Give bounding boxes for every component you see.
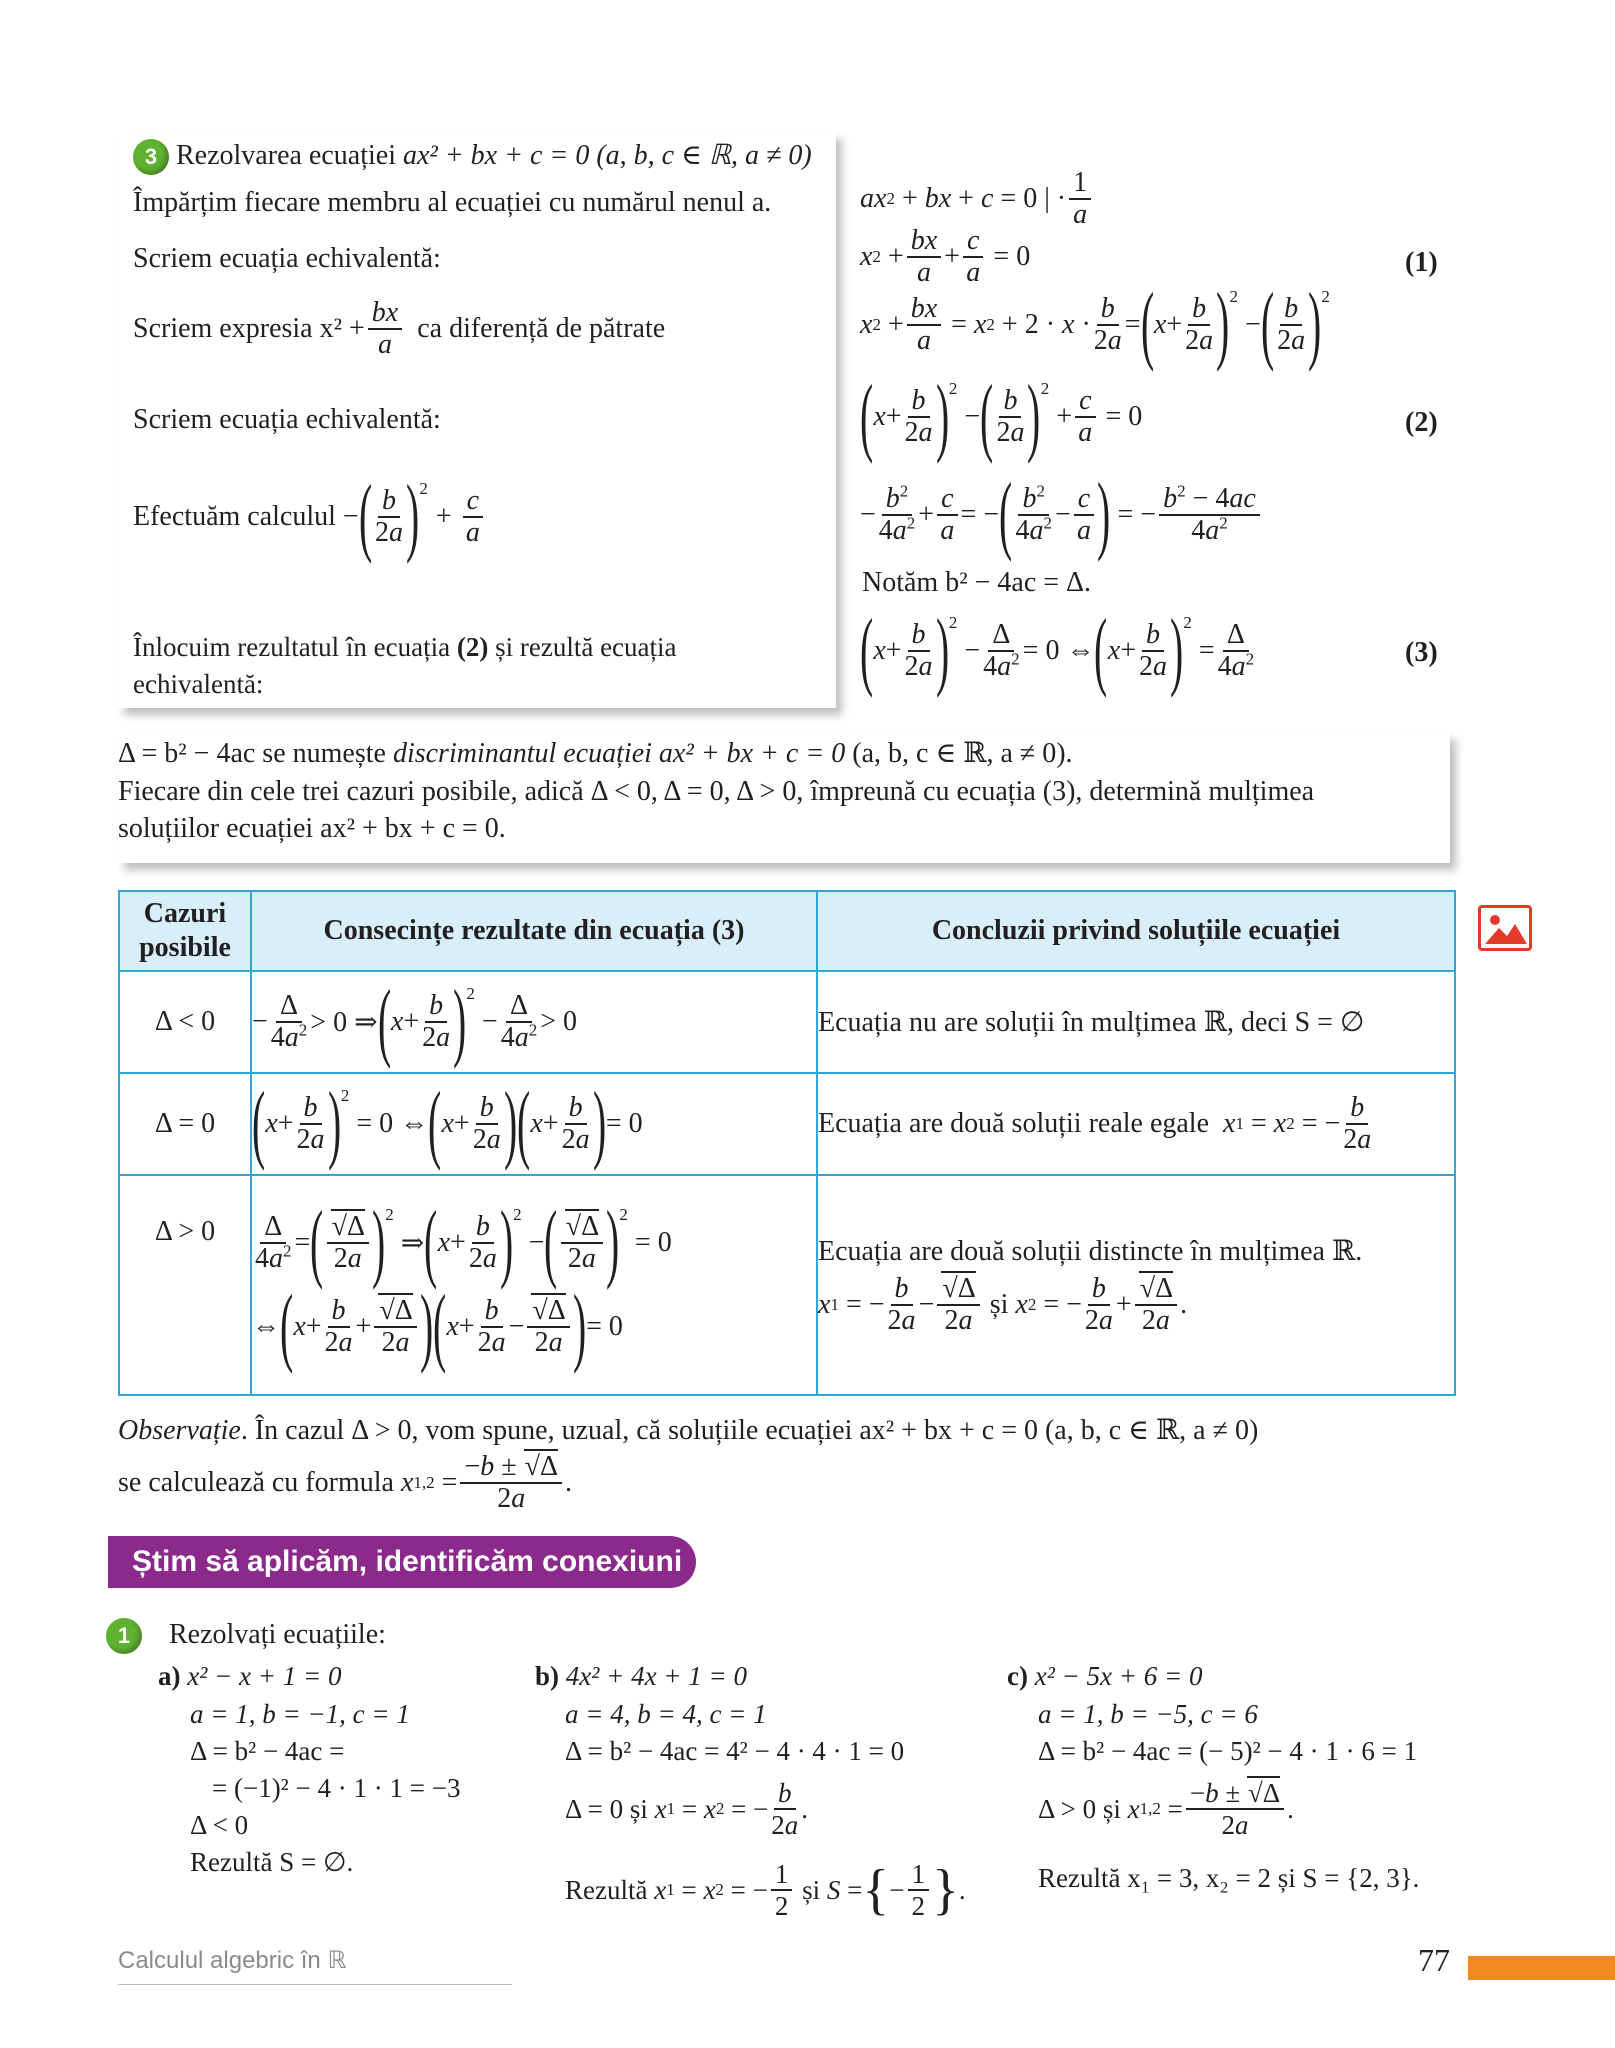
header-consequences: Consecințe rezultate din ecuația (3) bbox=[251, 891, 817, 971]
case-positive: Δ > 0 bbox=[119, 1175, 251, 1395]
exercise-c-delta: Δ = b² − 4ac = (− 5)² − 4 · 1 · 6 = 1 bbox=[1038, 1736, 1418, 1766]
step-divide-text: Împărțim fiecare membru al ecuației cu numărul nenul a. bbox=[133, 187, 772, 218]
exercise-b-label: b) bbox=[535, 1661, 560, 1691]
exercise-b-equation bbox=[535, 1660, 747, 1693]
equation-label-2: (2) bbox=[1405, 407, 1438, 438]
equation-label-3: (3) bbox=[1405, 637, 1438, 668]
exercise-number-badge: 1 bbox=[106, 1618, 142, 1654]
equation-square-diff: x 2 + bx a = x 2 + 2 · x · b 2a = ( x + b 2a ) 2 − ( b 2a ) 2 bbox=[860, 276, 1330, 373]
equation-3: ( x + b 2a ) 2 − Δ $4a^2$ = 0 ⇔ ( x + b 2a ) 2 = Δ $4a^2$ bbox=[860, 602, 1255, 699]
step-expression-text bbox=[133, 298, 665, 360]
observation-line2: se calculează cu formula bbox=[118, 1467, 394, 1498]
exercise-c-coefficients: a = 1, b = −5, c = 6 bbox=[1038, 1699, 1258, 1729]
exercise-a-equation bbox=[158, 1660, 341, 1693]
exercise-b-result: Rezultă x 1 = x 2 = − 1 2 și S = { − 1 2 } . bbox=[565, 1859, 966, 1921]
conclusion-positive-text: Ecuația are două soluții distincte în mulțimea ℝ. bbox=[818, 1236, 1363, 1267]
step-calc-text: Efectuăm calculul − ( b 2a ) 2 + $\frac{c}{a}$ bbox=[133, 478, 486, 556]
discriminant-definition bbox=[118, 737, 1073, 771]
table-row bbox=[119, 1175, 1455, 1395]
step-equivalent-text: Scriem ecuația echivalentă: bbox=[133, 243, 441, 274]
conclusion-positive: Ecuația are două soluții distincte în mulțimea ℝ. x 1 = − b 2a − √Δ 2a și x 2 = − b 2a + √Δ 2a . bbox=[817, 1175, 1455, 1395]
step-calc-prefix: Efectuăm calculul − bbox=[133, 501, 359, 532]
exercise-a-result: Rezultă S = ∅. bbox=[190, 1847, 354, 1877]
step-replace-text-2: echivalentă: bbox=[133, 669, 264, 699]
consequence-positive: Δ $4a^2$ = ( √Δ 2a ) 2 ⇒ ( x + b 2a ) 2 − ( √Δ 2a ) 2 = 0 ⇔ ( x + b 2a + √Δ 2a ) ( x + b 2a − √Δ 2a ) = 0 bbox=[251, 1175, 817, 1395]
exercise-c-equation bbox=[1007, 1660, 1202, 1693]
section-number-badge: 3 bbox=[133, 139, 169, 175]
delta-notation: Notăm b² − 4ac = Δ. bbox=[862, 567, 1092, 598]
cases-table bbox=[118, 890, 1456, 1396]
exercise-a-eq: x² − x + 1 = 0 bbox=[187, 1661, 342, 1691]
discriminant-cases-text-2: soluțiilor ecuației ax² + bx + c = 0. bbox=[118, 813, 506, 844]
step-expression-prefix: Scriem expresia x² + bbox=[133, 313, 365, 344]
observation-formula: se calculează cu formula x 1,2 = −b ± √Δ 2a . bbox=[118, 1451, 572, 1514]
fraction-bx-a: $\frac{bx}{a}$ bbox=[368, 298, 402, 360]
table-row bbox=[119, 971, 1455, 1073]
header-conclusions: Concluzii privind soluțiile ecuației bbox=[817, 891, 1455, 971]
table-row bbox=[119, 1073, 1455, 1175]
exercise-b-coefficients: a = 4, b = 4, c = 1 bbox=[565, 1699, 767, 1729]
image-icon[interactable] bbox=[1478, 905, 1532, 951]
equation-label-1: (1) bbox=[1405, 247, 1438, 278]
exercise-a-coefficients: a = 1, b = −1, c = 1 bbox=[190, 1699, 410, 1729]
equation-calc: − $b^2$ $4a^2$ + c a = − ( $b^2$ $4a^2$ − c a ) = − $b^2 - 4ac$ $4a^2$ bbox=[860, 476, 1263, 554]
chapter-footer: Calculul algebric în ℝ bbox=[118, 1947, 347, 1974]
equation-1: x 2 + bx a + c a = 0 bbox=[860, 225, 1031, 288]
replace-text-a: Înlocuim rezultatul în ecuația bbox=[133, 632, 457, 662]
page-number: 77 bbox=[1418, 1942, 1450, 1978]
conclusion-negative: Ecuația nu are soluții în mulțimea ℝ, deci S = ∅ bbox=[817, 971, 1455, 1073]
equation-multiply: ax 2 + bx + c = 0 | · 1 a bbox=[860, 168, 1094, 230]
exercise-c-result: Rezultă x₁ = 3, x₂ = 2 și S = {2, 3}. bbox=[1038, 1863, 1420, 1893]
conclusion-zero: Ecuația are două soluții reale egale x 1 = x 2 = − b 2a bbox=[817, 1073, 1455, 1175]
section-heading bbox=[133, 139, 812, 175]
exercise-c-eq: x² − 5x + 6 = 0 bbox=[1034, 1661, 1203, 1691]
exercise-b-sign: Δ = 0 și x 1 = x 2 = − b 2a . bbox=[565, 1778, 809, 1840]
replace-ref-2: (2) bbox=[456, 632, 489, 662]
exercise-b-result-text: Rezultă bbox=[565, 1874, 648, 1905]
step-expression-suffix: ca diferență de pătrate bbox=[417, 313, 666, 344]
observation-label: Observație bbox=[118, 1415, 241, 1446]
discriminant-def-c: (a, b, c ∈ ℝ, a ≠ 0). bbox=[845, 738, 1073, 769]
exercise-b-sign-text: Δ = 0 și bbox=[565, 1793, 648, 1824]
exercise-a-sign: Δ < 0 bbox=[190, 1810, 249, 1840]
exercise-b-eq: 4x² + 4x + 1 = 0 bbox=[565, 1661, 747, 1691]
exercise-a-label: a) bbox=[158, 1661, 181, 1691]
footer-divider bbox=[118, 1984, 512, 1985]
case-negative: Δ < 0 bbox=[119, 971, 251, 1073]
consequence-negative: − Δ $4a^2$ > 0 ⇒ ( x + b 2a ) 2 − Δ $4a^2$ > 0 bbox=[251, 971, 817, 1073]
observation-body: . În cazul Δ > 0, vom spune, uzual, că soluțiile ecuației ax² + bx + c = 0 (a, b, c ∈ ℝ, a ≠ 0) bbox=[240, 1415, 1259, 1446]
discriminant-def-b: discriminantul ecuației ax² + bx + c = 0 bbox=[392, 738, 846, 769]
discriminant-def-a: Δ = b² − 4ac se numește bbox=[118, 738, 393, 769]
exercise-c-label: c) bbox=[1007, 1661, 1028, 1691]
replace-text-c: și rezultă ecuația bbox=[488, 632, 677, 662]
exercise-a-delta: Δ = b² − 4ac = bbox=[190, 1736, 345, 1766]
exercise-a-delta-value: = (−1)² − 4 · 1 · 1 = −3 bbox=[212, 1773, 461, 1803]
case-zero: Δ = 0 bbox=[119, 1073, 251, 1175]
exercise-c-sign: Δ > 0 și x 1,2 = −b ± √Δ 2a . bbox=[1038, 1778, 1294, 1840]
equation-2: ( x + b 2a ) 2 − ( b 2a ) 2 + c a = 0 bbox=[860, 368, 1143, 465]
conclusion-zero-text: Ecuația are două soluții reale egale bbox=[818, 1108, 1210, 1139]
exercise-prompt: Rezolvați ecuațiile: bbox=[169, 1619, 386, 1650]
section-banner: Știm să aplicăm, identificăm conexiuni bbox=[108, 1536, 696, 1588]
conclusion-and: și bbox=[989, 1289, 1009, 1320]
exercise-heading bbox=[106, 1618, 386, 1654]
image-icon-glyph bbox=[1481, 908, 1529, 948]
section-title-equation: ax² + bx + c = 0 (a, b, c ∈ ℝ, a ≠ 0) bbox=[402, 140, 812, 171]
page-accent-bar bbox=[1468, 1956, 1615, 1980]
consequence-zero: ( x + b 2a ) 2 = 0 ⇔ ( x + b 2a ) ( x + b 2a ) = 0 bbox=[251, 1073, 817, 1175]
exercise-c-sign-text: Δ > 0 și bbox=[1038, 1793, 1121, 1824]
exercise-b-delta: Δ = b² − 4ac = 4² − 4 · 4 · 1 = 0 bbox=[565, 1736, 905, 1766]
section-title-prefix: Rezolvarea ecuației bbox=[176, 140, 403, 171]
discriminant-cases-text: Fiecare din cele trei cazuri posibile, adică Δ < 0, Δ = 0, Δ > 0, împreună cu ecuația (3), determină mulțimea bbox=[118, 776, 1315, 807]
step-equivalent-text-2: Scriem ecuația echivalentă: bbox=[133, 404, 441, 435]
table-header-row bbox=[119, 891, 1455, 971]
step-replace-text bbox=[133, 630, 677, 664]
header-cases: Cazuri posibile bbox=[119, 891, 251, 971]
observation-text bbox=[118, 1414, 1258, 1448]
